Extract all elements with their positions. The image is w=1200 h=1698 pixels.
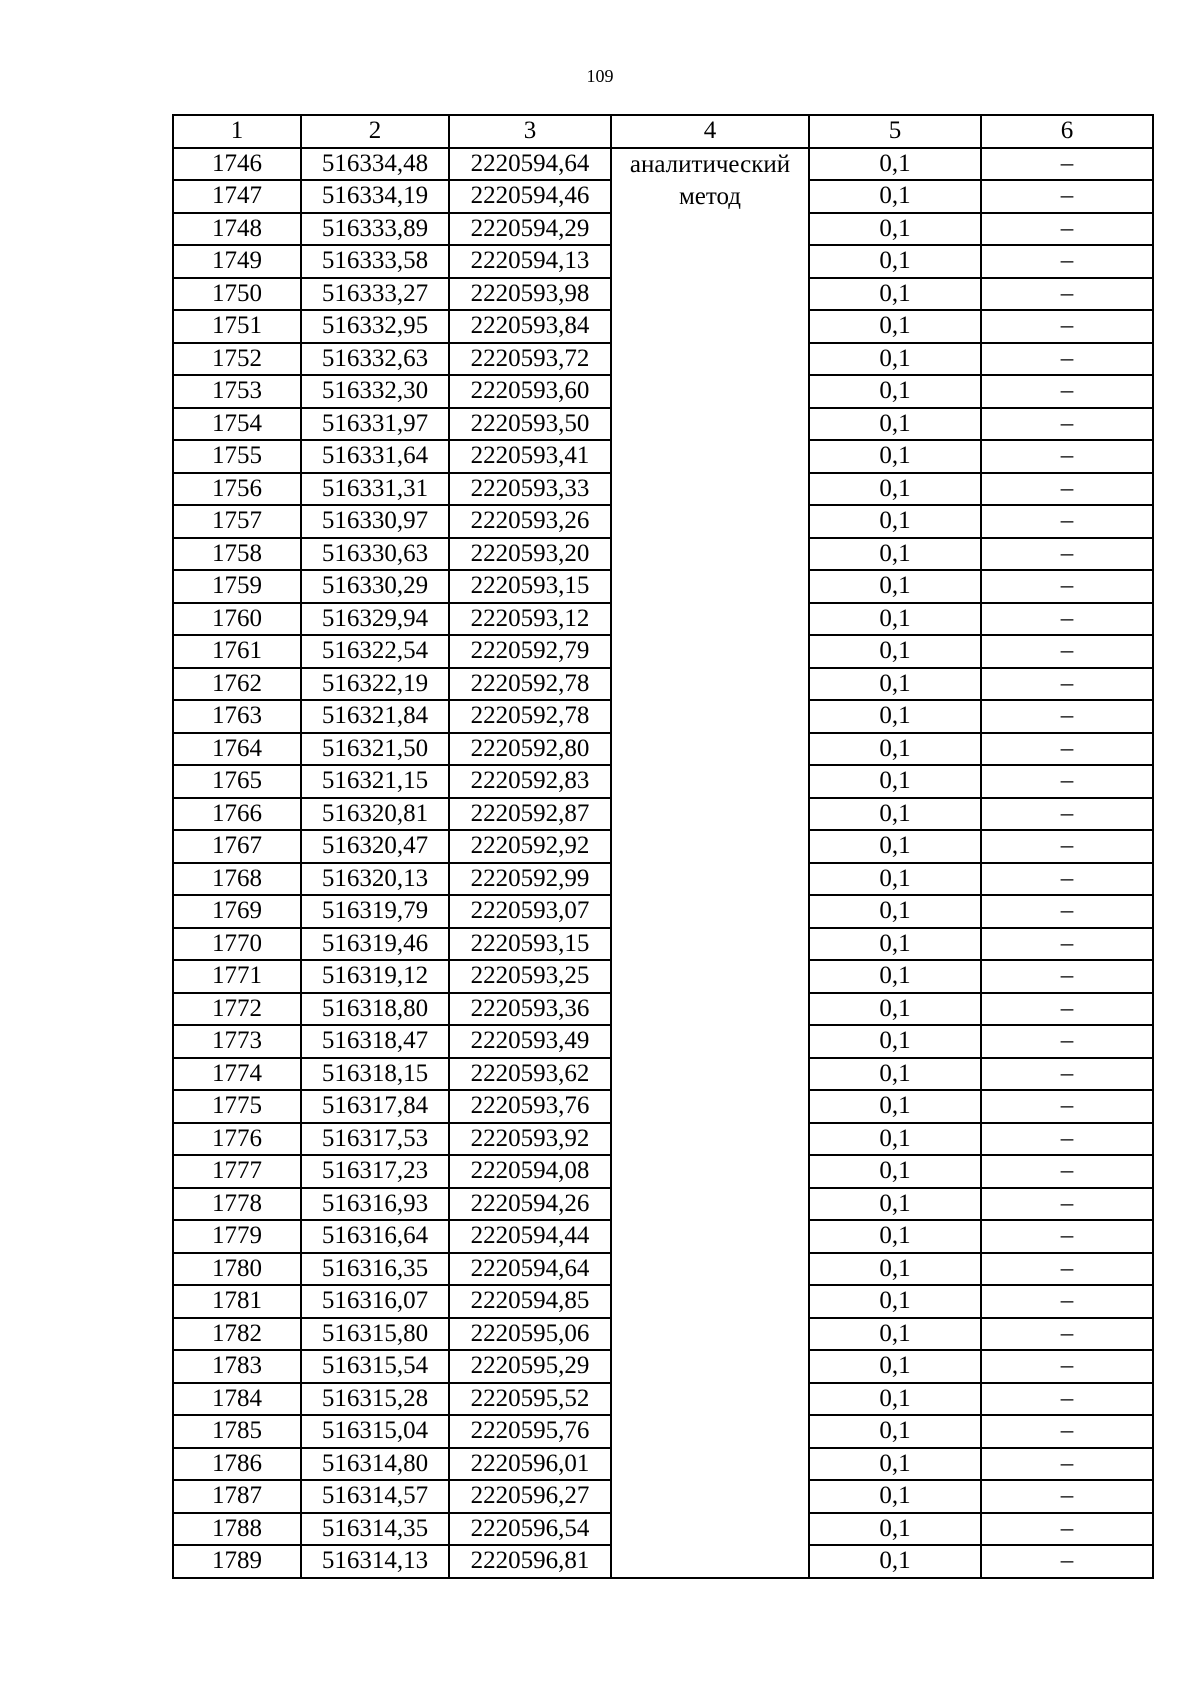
x-coordinate-cell: 516316,64: [301, 1220, 449, 1253]
point-number-cell: 1750: [173, 278, 301, 311]
note-cell: –: [981, 1058, 1153, 1091]
accuracy-cell: 0,1: [809, 863, 981, 896]
point-number-cell: 1766: [173, 798, 301, 831]
point-number-cell: 1789: [173, 1545, 301, 1578]
header-cell-4: 4: [611, 115, 809, 148]
note-cell: –: [981, 473, 1153, 506]
x-coordinate-cell: 516333,27: [301, 278, 449, 311]
y-coordinate-cell: 2220594,13: [449, 245, 611, 278]
x-coordinate-cell: 516332,30: [301, 375, 449, 408]
x-coordinate-cell: 516330,97: [301, 505, 449, 538]
x-coordinate-cell: 516314,13: [301, 1545, 449, 1578]
y-coordinate-cell: 2220593,76: [449, 1090, 611, 1123]
note-cell: –: [981, 928, 1153, 961]
accuracy-cell: 0,1: [809, 408, 981, 441]
point-number-cell: 1763: [173, 700, 301, 733]
point-number-cell: 1779: [173, 1220, 301, 1253]
point-number-cell: 1784: [173, 1383, 301, 1416]
note-cell: –: [981, 798, 1153, 831]
y-coordinate-cell: 2220596,01: [449, 1448, 611, 1481]
point-number-cell: 1767: [173, 830, 301, 863]
point-number-cell: 1788: [173, 1513, 301, 1546]
note-cell: –: [981, 505, 1153, 538]
accuracy-cell: 0,1: [809, 1545, 981, 1578]
accuracy-cell: 0,1: [809, 668, 981, 701]
point-number-cell: 1755: [173, 440, 301, 473]
x-coordinate-cell: 516319,79: [301, 895, 449, 928]
x-coordinate-cell: 516319,12: [301, 960, 449, 993]
point-number-cell: 1772: [173, 993, 301, 1026]
x-coordinate-cell: 516314,57: [301, 1480, 449, 1513]
point-number-cell: 1781: [173, 1285, 301, 1318]
accuracy-cell: 0,1: [809, 1090, 981, 1123]
note-cell: –: [981, 343, 1153, 376]
point-number-cell: 1780: [173, 1253, 301, 1286]
note-cell: –: [981, 1285, 1153, 1318]
accuracy-cell: 0,1: [809, 993, 981, 1026]
x-coordinate-cell: 516330,29: [301, 570, 449, 603]
note-cell: –: [981, 148, 1153, 181]
accuracy-cell: 0,1: [809, 1220, 981, 1253]
x-coordinate-cell: 516321,15: [301, 765, 449, 798]
accuracy-cell: 0,1: [809, 1350, 981, 1383]
y-coordinate-cell: 2220595,76: [449, 1415, 611, 1448]
x-coordinate-cell: 516333,89: [301, 213, 449, 246]
accuracy-cell: 0,1: [809, 1123, 981, 1156]
y-coordinate-cell: 2220593,41: [449, 440, 611, 473]
method-cell: [611, 148, 809, 1578]
accuracy-cell: 0,1: [809, 830, 981, 863]
accuracy-cell: 0,1: [809, 895, 981, 928]
header-cell-2: 2: [301, 115, 449, 148]
accuracy-cell: 0,1: [809, 700, 981, 733]
accuracy-cell: 0,1: [809, 928, 981, 961]
y-coordinate-cell: 2220594,64: [449, 1253, 611, 1286]
note-cell: –: [981, 1188, 1153, 1221]
point-number-cell: 1764: [173, 733, 301, 766]
y-coordinate-cell: 2220592,87: [449, 798, 611, 831]
x-coordinate-cell: 516330,63: [301, 538, 449, 571]
accuracy-cell: 0,1: [809, 798, 981, 831]
y-coordinate-cell: 2220594,44: [449, 1220, 611, 1253]
y-coordinate-cell: 2220593,33: [449, 473, 611, 506]
accuracy-cell: 0,1: [809, 440, 981, 473]
point-number-cell: 1747: [173, 180, 301, 213]
point-number-cell: 1778: [173, 1188, 301, 1221]
y-coordinate-cell: 2220592,79: [449, 635, 611, 668]
accuracy-cell: 0,1: [809, 1253, 981, 1286]
accuracy-cell: 0,1: [809, 1415, 981, 1448]
x-coordinate-cell: 516319,46: [301, 928, 449, 961]
x-coordinate-cell: 516316,35: [301, 1253, 449, 1286]
point-number-cell: 1746: [173, 148, 301, 181]
x-coordinate-cell: 516318,47: [301, 1025, 449, 1058]
y-coordinate-cell: 2220592,92: [449, 830, 611, 863]
note-cell: –: [981, 245, 1153, 278]
table-header-row: [173, 115, 1153, 148]
header-cell-1: 1: [173, 115, 301, 148]
coordinates-table: [172, 114, 1154, 1579]
note-cell: –: [981, 1123, 1153, 1156]
y-coordinate-cell: 2220593,12: [449, 603, 611, 636]
note-cell: –: [981, 960, 1153, 993]
x-coordinate-cell: 516320,81: [301, 798, 449, 831]
note-cell: –: [981, 1415, 1153, 1448]
point-number-cell: 1785: [173, 1415, 301, 1448]
x-coordinate-cell: 516331,64: [301, 440, 449, 473]
accuracy-cell: 0,1: [809, 1383, 981, 1416]
x-coordinate-cell: 516314,35: [301, 1513, 449, 1546]
y-coordinate-cell: 2220595,06: [449, 1318, 611, 1351]
point-number-cell: 1753: [173, 375, 301, 408]
x-coordinate-cell: 516320,47: [301, 830, 449, 863]
y-coordinate-cell: 2220593,20: [449, 538, 611, 571]
y-coordinate-cell: 2220593,98: [449, 278, 611, 311]
accuracy-cell: 0,1: [809, 635, 981, 668]
x-coordinate-cell: 516329,94: [301, 603, 449, 636]
x-coordinate-cell: 516332,63: [301, 343, 449, 376]
x-coordinate-cell: 516314,80: [301, 1448, 449, 1481]
header-cell-5: 5: [809, 115, 981, 148]
note-cell: –: [981, 1383, 1153, 1416]
accuracy-cell: 0,1: [809, 733, 981, 766]
x-coordinate-cell: 516317,53: [301, 1123, 449, 1156]
accuracy-cell: 0,1: [809, 1513, 981, 1546]
y-coordinate-cell: 2220593,84: [449, 310, 611, 343]
note-cell: –: [981, 1448, 1153, 1481]
note-cell: –: [981, 1513, 1153, 1546]
y-coordinate-cell: 2220593,36: [449, 993, 611, 1026]
y-coordinate-cell: 2220594,29: [449, 213, 611, 246]
accuracy-cell: 0,1: [809, 180, 981, 213]
accuracy-cell: 0,1: [809, 570, 981, 603]
x-coordinate-cell: 516331,97: [301, 408, 449, 441]
point-number-cell: 1752: [173, 343, 301, 376]
y-coordinate-cell: 2220592,83: [449, 765, 611, 798]
x-coordinate-cell: 516317,23: [301, 1155, 449, 1188]
point-number-cell: 1757: [173, 505, 301, 538]
x-coordinate-cell: 516331,31: [301, 473, 449, 506]
y-coordinate-cell: 2220595,29: [449, 1350, 611, 1383]
x-coordinate-cell: 516318,80: [301, 993, 449, 1026]
y-coordinate-cell: 2220592,78: [449, 700, 611, 733]
y-coordinate-cell: 2220592,99: [449, 863, 611, 896]
accuracy-cell: 0,1: [809, 1318, 981, 1351]
x-coordinate-cell: 516322,54: [301, 635, 449, 668]
point-number-cell: 1771: [173, 960, 301, 993]
note-cell: –: [981, 310, 1153, 343]
header-cell-3: 3: [449, 115, 611, 148]
note-cell: –: [981, 635, 1153, 668]
note-cell: –: [981, 1090, 1153, 1123]
y-coordinate-cell: 2220593,15: [449, 570, 611, 603]
accuracy-cell: 0,1: [809, 538, 981, 571]
point-number-cell: 1758: [173, 538, 301, 571]
y-coordinate-cell: 2220593,60: [449, 375, 611, 408]
note-cell: –: [981, 278, 1153, 311]
y-coordinate-cell: 2220593,07: [449, 895, 611, 928]
point-number-cell: 1787: [173, 1480, 301, 1513]
method-text-line: метод: [678, 182, 741, 210]
accuracy-cell: 0,1: [809, 343, 981, 376]
point-number-cell: 1776: [173, 1123, 301, 1156]
accuracy-cell: 0,1: [809, 1188, 981, 1221]
accuracy-cell: 0,1: [809, 278, 981, 311]
y-coordinate-cell: 2220594,08: [449, 1155, 611, 1188]
x-coordinate-cell: 516315,04: [301, 1415, 449, 1448]
point-number-cell: 1786: [173, 1448, 301, 1481]
accuracy-cell: 0,1: [809, 1155, 981, 1188]
point-number-cell: 1769: [173, 895, 301, 928]
x-coordinate-cell: 516316,07: [301, 1285, 449, 1318]
point-number-cell: 1748: [173, 213, 301, 246]
page-number: 109: [586, 66, 614, 86]
y-coordinate-cell: 2220594,46: [449, 180, 611, 213]
y-coordinate-cell: 2220596,27: [449, 1480, 611, 1513]
y-coordinate-cell: 2220593,25: [449, 960, 611, 993]
note-cell: –: [981, 1253, 1153, 1286]
note-cell: –: [981, 895, 1153, 928]
point-number-cell: 1770: [173, 928, 301, 961]
point-number-cell: 1762: [173, 668, 301, 701]
y-coordinate-cell: 2220592,78: [449, 668, 611, 701]
y-coordinate-cell: 2220593,72: [449, 343, 611, 376]
accuracy-cell: 0,1: [809, 603, 981, 636]
note-cell: –: [981, 375, 1153, 408]
note-cell: –: [981, 700, 1153, 733]
note-cell: –: [981, 603, 1153, 636]
note-cell: –: [981, 863, 1153, 896]
method-text-line: аналитический: [629, 150, 791, 178]
y-coordinate-cell: 2220594,64: [449, 148, 611, 181]
note-cell: –: [981, 1318, 1153, 1351]
point-number-cell: 1760: [173, 603, 301, 636]
x-coordinate-cell: 516317,84: [301, 1090, 449, 1123]
accuracy-cell: 0,1: [809, 505, 981, 538]
y-coordinate-cell: 2220596,54: [449, 1513, 611, 1546]
y-coordinate-cell: 2220596,81: [449, 1545, 611, 1578]
accuracy-cell: 0,1: [809, 1025, 981, 1058]
y-coordinate-cell: 2220593,15: [449, 928, 611, 961]
point-number-cell: 1765: [173, 765, 301, 798]
accuracy-cell: 0,1: [809, 1448, 981, 1481]
y-coordinate-cell: 2220594,85: [449, 1285, 611, 1318]
point-number-cell: 1756: [173, 473, 301, 506]
note-cell: –: [981, 1545, 1153, 1578]
note-cell: –: [981, 180, 1153, 213]
x-coordinate-cell: 516315,80: [301, 1318, 449, 1351]
x-coordinate-cell: 516334,48: [301, 148, 449, 181]
point-number-cell: 1774: [173, 1058, 301, 1091]
accuracy-cell: 0,1: [809, 1480, 981, 1513]
point-number-cell: 1761: [173, 635, 301, 668]
note-cell: –: [981, 830, 1153, 863]
point-number-cell: 1749: [173, 245, 301, 278]
point-number-cell: 1768: [173, 863, 301, 896]
note-cell: –: [981, 1025, 1153, 1058]
point-number-cell: 1754: [173, 408, 301, 441]
x-coordinate-cell: 516316,93: [301, 1188, 449, 1221]
accuracy-cell: 0,1: [809, 1058, 981, 1091]
point-number-cell: 1759: [173, 570, 301, 603]
accuracy-cell: 0,1: [809, 765, 981, 798]
x-coordinate-cell: 516320,13: [301, 863, 449, 896]
header-cell-6: 6: [981, 115, 1153, 148]
note-cell: –: [981, 570, 1153, 603]
accuracy-cell: 0,1: [809, 148, 981, 181]
point-number-cell: 1783: [173, 1350, 301, 1383]
accuracy-cell: 0,1: [809, 375, 981, 408]
note-cell: –: [981, 733, 1153, 766]
x-coordinate-cell: 516315,54: [301, 1350, 449, 1383]
note-cell: –: [981, 408, 1153, 441]
y-coordinate-cell: 2220593,50: [449, 408, 611, 441]
y-coordinate-cell: 2220594,26: [449, 1188, 611, 1221]
note-cell: –: [981, 765, 1153, 798]
note-cell: –: [981, 1155, 1153, 1188]
y-coordinate-cell: 2220593,26: [449, 505, 611, 538]
note-cell: –: [981, 1220, 1153, 1253]
accuracy-cell: 0,1: [809, 960, 981, 993]
accuracy-cell: 0,1: [809, 473, 981, 506]
point-number-cell: 1775: [173, 1090, 301, 1123]
y-coordinate-cell: 2220592,80: [449, 733, 611, 766]
note-cell: –: [981, 668, 1153, 701]
x-coordinate-cell: 516318,15: [301, 1058, 449, 1091]
table-row: [173, 148, 1153, 181]
table-body: [173, 115, 1153, 1578]
point-number-cell: 1777: [173, 1155, 301, 1188]
point-number-cell: 1782: [173, 1318, 301, 1351]
accuracy-cell: 0,1: [809, 213, 981, 246]
x-coordinate-cell: 516321,84: [301, 700, 449, 733]
y-coordinate-cell: 2220593,92: [449, 1123, 611, 1156]
note-cell: –: [981, 1350, 1153, 1383]
note-cell: –: [981, 1480, 1153, 1513]
accuracy-cell: 0,1: [809, 310, 981, 343]
x-coordinate-cell: 516322,19: [301, 668, 449, 701]
point-number-cell: 1773: [173, 1025, 301, 1058]
note-cell: –: [981, 538, 1153, 571]
note-cell: –: [981, 993, 1153, 1026]
y-coordinate-cell: 2220593,62: [449, 1058, 611, 1091]
y-coordinate-cell: 2220595,52: [449, 1383, 611, 1416]
y-coordinate-cell: 2220593,49: [449, 1025, 611, 1058]
x-coordinate-cell: 516334,19: [301, 180, 449, 213]
accuracy-cell: 0,1: [809, 245, 981, 278]
x-coordinate-cell: 516332,95: [301, 310, 449, 343]
x-coordinate-cell: 516333,58: [301, 245, 449, 278]
note-cell: –: [981, 213, 1153, 246]
x-coordinate-cell: 516315,28: [301, 1383, 449, 1416]
x-coordinate-cell: 516321,50: [301, 733, 449, 766]
accuracy-cell: 0,1: [809, 1285, 981, 1318]
note-cell: –: [981, 440, 1153, 473]
point-number-cell: 1751: [173, 310, 301, 343]
